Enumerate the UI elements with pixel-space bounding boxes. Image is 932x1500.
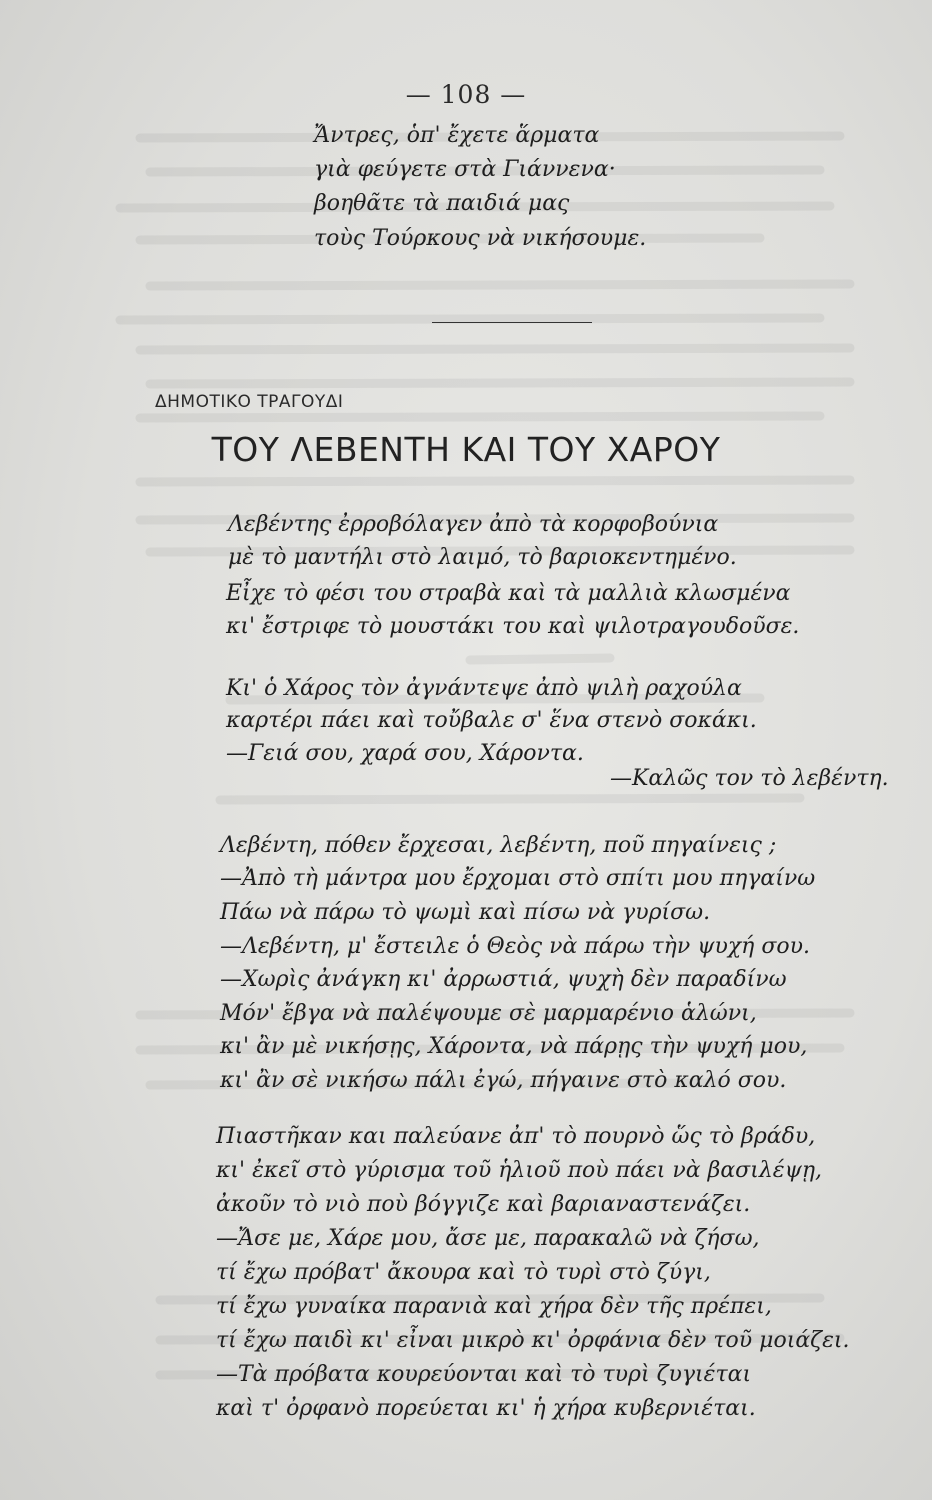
poem-line: κι' ἐκεῖ στὸ γύρισμα τοῦ ἡλιοῦ ποὺ πάει νὰ βασιλέψῃ, <box>216 1158 822 1183</box>
epigraph-line: γιὰ φεύγετε στὰ Γιάννενα· <box>314 157 616 182</box>
epigraph-line: Ἄντρες, ὁπ' ἔχετε ἅρματα <box>314 123 600 148</box>
poem-line: τί ἔχω γυναίκα παρανιὰ καὶ χήρα δὲν τῆς πρέπει, <box>216 1294 772 1319</box>
section-label: ΔΗΜΟΤΙΚΟ ΤΡΑΓΟΥΔΙ <box>155 392 344 412</box>
epigraph-line: τοὺς Τούρκους νὰ νικήσουμε. <box>314 226 647 251</box>
section-divider <box>432 322 592 323</box>
poem-line: κι' ἂν σὲ νικήσω πάλι ἐγώ, πήγαινε στὸ καλό σου. <box>220 1068 787 1093</box>
poem-line: μὲ τὸ μαντήλι στὸ λαιμό, τὸ βαριοκεντημένο. <box>228 545 737 570</box>
poem-line: Εἶχε τὸ φέσι του στραβὰ καὶ τὰ μαλλιὰ κλωσμένα <box>226 581 791 606</box>
poem-line: Μόν' ἔβγα νὰ παλέψουμε σὲ μαρμαρένιο ἁλώνι, <box>220 1001 757 1026</box>
poem-line: Κι' ὁ Χάρος τὸν ἀγνάντεψε ἀπὸ ψιλὴ ραχούλα <box>226 676 742 701</box>
poem-line: καὶ τ' ὀρφανὸ πορεύεται κι' ἡ χήρα κυβερνιέται. <box>216 1396 756 1421</box>
poem-line: —Ἀπὸ τὴ μάντρα μου ἔρχομαι στὸ σπίτι μου πηγαίνω <box>220 866 816 891</box>
poem-line: ἀκοῦν τὸ νιὸ ποὺ βόγγιζε καὶ βαριαναστενάζει. <box>216 1192 751 1217</box>
poem-line: Πάω νὰ πάρω τὸ ψωμὶ καὶ πίσω νὰ γυρίσω. <box>220 900 711 925</box>
poem-line: τί ἔχω παιδὶ κι' εἶναι μικρὸ κι' ὀρφάνια δὲν τοῦ μοιάζει. <box>216 1328 850 1353</box>
poem-line: Λεβέντης ἐρροβόλαγεν ἀπὸ τὰ κορφοβούνια <box>228 512 719 537</box>
poem-line: Πιαστῆκαν και παλεύανε ἀπ' τὸ πουρνὸ ὥς τὸ βράδυ, <box>216 1124 816 1149</box>
poem-title: ΤΟΥ ΛΕΒΕΝΤΗ ΚΑΙ ΤΟΥ ΧΑΡΟΥ <box>211 430 721 469</box>
poem-line: τί ἔχω πρόβατ' ἄκουρα καὶ τὸ τυρὶ στὸ ζύγι, <box>216 1260 711 1285</box>
poem-line: —Λεβέντη, μ' ἔστειλε ὁ Θεὸς νὰ πάρω τὴν ψυχή σου. <box>220 934 810 959</box>
poem-line: —Χωρὶς ἀνάγκη κι' ἀρρωστιά, ψυχὴ δὲν παραδίνω <box>220 967 787 992</box>
poem-line: —Τὰ πρόβατα κουρεύονται καὶ τὸ τυρὶ ζυγιέται <box>216 1362 752 1387</box>
poem-line: —Ἄσε με, Χάρε μου, ἄσε με, παρακαλῶ νὰ ζήσω, <box>216 1226 760 1251</box>
poem-line: —Γειά σου, χαρά σου, Χάροντα. <box>226 741 584 766</box>
poem-line: —Καλῶς τον τὸ λεβέντη. <box>610 766 889 791</box>
poem-line: κι' ἔστριφε τὸ μουστάκι του καὶ ψιλοτραγουδοῦσε. <box>226 614 800 639</box>
poem-line: Λεβέντη, πόθεν ἔρχεσαι, λεβέντη, ποῦ πηγαίνεις ; <box>220 833 777 858</box>
epigraph-line: βοηθᾶτε τὰ παιδιά μας <box>314 191 570 216</box>
poem-line: κι' ἂν μὲ νικήσῃς, Χάροντα, νὰ πάρῃς τὴν ψυχή μου, <box>220 1034 808 1059</box>
poem-line: καρτέρι πάει καὶ τοὔβαλε σ' ἕνα στενὸ σοκάκι. <box>226 708 757 733</box>
page-number: — 108 — <box>405 80 527 109</box>
